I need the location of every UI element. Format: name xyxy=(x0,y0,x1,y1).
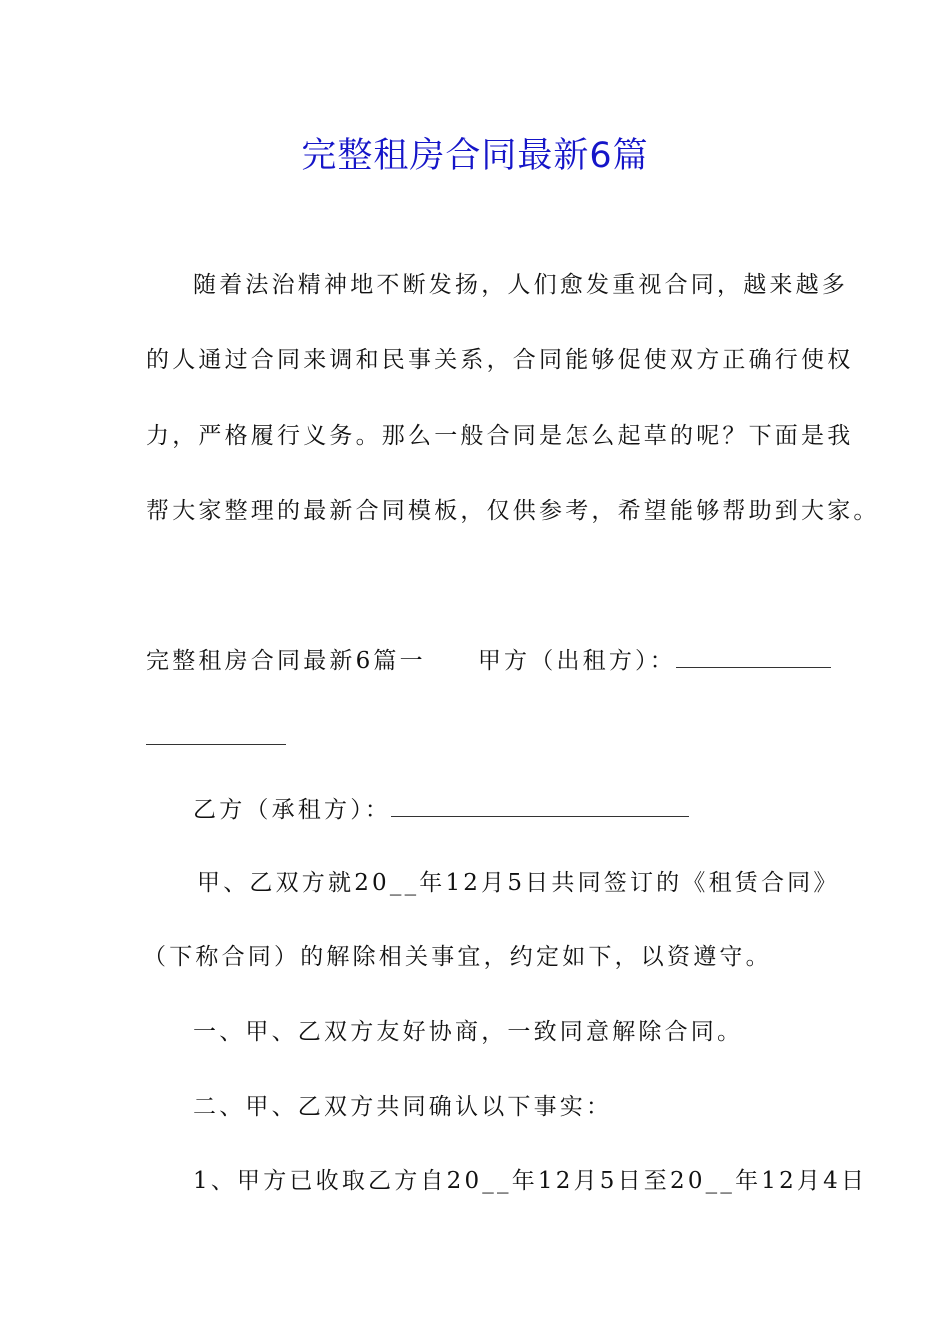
party-b-label: 乙方（承租方）： xyxy=(193,797,392,823)
intro-line-4: 帮大家整理的最新合同模板，仅供参考，希望能够帮助到大家。 xyxy=(146,498,880,524)
body-line-2: （下称合同）的解除相关事宜，约定如下，以资遵守。 xyxy=(143,944,772,970)
body-line-3: 一、甲、乙双方友好协商，一致同意解除合同。 xyxy=(193,1019,744,1045)
body-line-4: 二、甲、乙双方共同确认以下事实： xyxy=(193,1094,613,1120)
party-a-blank-2 xyxy=(146,722,286,745)
body-line-5: 1、甲方已收取乙方自20__年12月5日至20__年12月4日 xyxy=(193,1168,868,1194)
section-heading-line xyxy=(146,645,831,676)
party-a-blank xyxy=(676,645,831,668)
party-b-line xyxy=(193,794,689,825)
document-title: 完整租房合同最新6篇 xyxy=(301,136,649,176)
party-a-blank-continued xyxy=(146,722,286,753)
section-heading: 完整租房合同最新6篇一 xyxy=(146,648,426,674)
intro-line-2: 的人通过合同来调和民事关系，合同能够促使双方正确行使权 xyxy=(146,347,854,373)
intro-line-1: 随着法治精神地不断发扬，人们愈发重视合同，越来越多 xyxy=(193,272,848,298)
intro-line-3: 力，严格履行义务。那么一般合同是怎么起草的呢？下面是我 xyxy=(146,423,854,449)
party-b-blank xyxy=(391,794,689,817)
body-line-1: 甲、乙双方就20__年12月5日共同签订的《租赁合同》 xyxy=(197,870,840,896)
party-a-label: 甲方（出租方）： xyxy=(477,648,676,674)
